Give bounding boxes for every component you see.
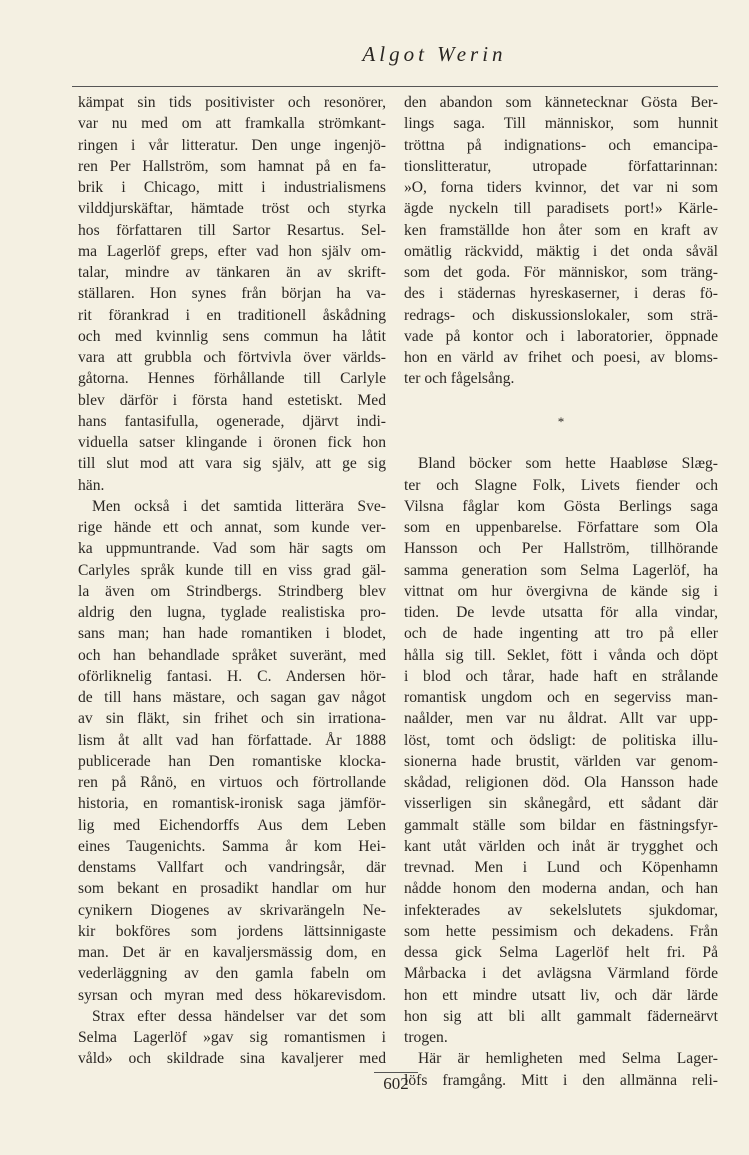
text-line: romantisk ungdom och en segerviss man-	[404, 689, 718, 706]
text-line: Bland böcker som hette Haabløse Slæg-	[418, 455, 718, 473]
text-line: vara att grubbla och förtvivla över världs-	[78, 349, 386, 366]
text-line: vilddjurskäftar, hämtade tröst och styrka	[78, 200, 386, 218]
text-line: ägde nyckeln till paradisets port!» Kärle-	[404, 200, 718, 218]
text-line: Selma Lagerlöf »gav sig romantismen i	[78, 1029, 386, 1046]
text-line: som hette pessimism och dekadens. Från	[404, 922, 718, 940]
text-line: lings saga. Till människor, som hunnit	[404, 115, 718, 133]
text-line: var nu med om att framkalla strömkant-	[78, 115, 386, 133]
left-column	[78, 92, 386, 1070]
text-line: Carlyles språk kunde till en viss grad gäl-	[78, 561, 386, 579]
text-line: brik i Chicago, mitt i industrialismens	[78, 179, 386, 196]
text-line: aldrig den lugna, tyglade realistiska pro-	[78, 604, 386, 621]
text-line: hans fantasifulla, ogenerade, djärvt indi-	[78, 412, 386, 430]
text-line: de till hans mästare, och sagan gav något	[78, 689, 386, 706]
text-line: våld» och skildrade sina kavaljerer med	[78, 1050, 386, 1068]
text-line: lig med Eichendorffs Aus dem Leben	[78, 816, 386, 834]
text-line: eines Taugenichts. Samma år kom Hei-	[78, 837, 386, 855]
text-line: ka uppmuntrande. Vad som här sagts om	[78, 540, 386, 558]
text-line: ken framställde hon åter som en kraft av	[404, 221, 718, 239]
text-line: tröttna på indignations- och emancipa-	[404, 136, 718, 154]
text-line: ren på Rånö, en virtuos och förtrollande	[78, 774, 386, 791]
text-line: vade på kontor och i laboratorier, öppnade	[404, 327, 718, 345]
page-number: 602	[374, 1072, 418, 1094]
text-line: och han behandlade språket suveränt, med	[78, 646, 386, 664]
text-line: hålla sig till. Seklet, fött i vånda och döpt	[404, 646, 718, 664]
text-line: Mårbacka i det avlägsna Värmland förde	[404, 965, 718, 983]
section-break-asterisk: *	[557, 413, 565, 429]
text-line: omätlig räckvidd, mäktig i det onda såväl	[404, 242, 718, 260]
text-line: la även om Strindbergs. Strindberg blev	[78, 582, 386, 600]
text-line: kämpat sin tids positivister och resonörer,	[78, 94, 386, 111]
text-line: sans man; han hade romantiken i blodet,	[78, 625, 386, 643]
text-line: ter och fågelsång.	[404, 370, 515, 388]
text-line: infekterades av sekelslutets sjukdomar,	[404, 901, 718, 919]
text-line: ren Per Hallström, som hamnat på en fa-	[78, 157, 386, 175]
text-line: hon sig att bli allt gammalt fäderneärvt	[404, 1007, 718, 1025]
text-line: gammalt ställe som bildar en fästningsfyr-	[404, 816, 718, 834]
text-line: nådde honom den moderna andan, och han	[404, 880, 718, 898]
text-line: ställaren. Hon synes från början ha va-	[78, 285, 386, 303]
right-column	[404, 92, 718, 1091]
text-line: sionerna hade brustit, världen var genom-	[404, 752, 718, 770]
text-line: kir bokföres som jordens lättsinnigaste	[78, 922, 386, 940]
text-line: tiden. De levde utsatta för alla vindar,	[404, 604, 718, 621]
text-line: man. Det är en kavaljersmässig dom, en	[78, 944, 386, 961]
text-line: och med kvinnlig sens commun ha låtit	[78, 327, 386, 345]
text-line: blev därför i första hand estetiskt. Med	[78, 391, 386, 409]
text-line: av sin fläkt, sin frihet och sin irrationa-	[78, 710, 386, 728]
text-line: Strax efter dessa händelser var det som	[92, 1007, 386, 1025]
text-line: och de hade ingenting att tro på eller	[404, 625, 718, 643]
text-line: den abandon som kännetecknar Gösta Ber-	[404, 94, 718, 111]
text-line: löst, tomt och ödsligt: de politiska illu-	[404, 731, 718, 749]
text-line: historia, en romantisk-ironisk saga jämför-	[78, 795, 386, 813]
text-line: Vilsna fåglar kom Gösta Berlings saga	[404, 497, 718, 515]
text-line: Men också i det samtida litterära Sve-	[92, 497, 386, 515]
text-line: redrags- och diskussionslokaler, som strä-	[404, 306, 718, 324]
text-line: lism åt allt vad han författade. År 1888	[78, 731, 386, 749]
text-line: som det goda. För människor, som träng-	[404, 264, 718, 281]
text-line: tionslitteratur, utropade författarinnan:	[404, 157, 718, 175]
text-line: Hansson och Per Hallström, tillhörande	[404, 540, 718, 558]
text-line: till slut mod att vara sig själv, att ge sig	[78, 455, 386, 473]
text-line: ringen i vår litteratur. Den unge ingenjö-	[78, 136, 386, 154]
text-line: Här är hemligheten med Selma Lager-	[418, 1050, 718, 1068]
text-line: kant utåt världen och inåt är trygghet och	[404, 837, 718, 855]
text-line: denstams Vallfart och vandringsår, där	[78, 859, 386, 876]
text-line: dessa gick Selma Lagerlöf helt fri. På	[404, 944, 718, 961]
header-rule	[72, 86, 718, 87]
text-line: samma generation som Selma Lagerlöf, ha	[404, 561, 718, 579]
text-line: viduella satser klingande i öronen fick hon	[78, 434, 386, 451]
text-line: löfs framgång. Mitt i den allmänna reli-	[404, 1071, 718, 1089]
text-line: ter och Slagne Folk, Livets fiender och	[404, 476, 718, 494]
running-title: Algot Werin	[362, 42, 507, 66]
text-line: hos författaren till Sartor Resartus. Sel-	[78, 221, 386, 239]
text-line: naålder, men var nu åldrat. Allt var upp-	[404, 710, 718, 728]
text-line: hän.	[78, 476, 105, 494]
text-line: vittnat om hur övergivna de kände sig i	[404, 582, 718, 600]
text-line: hon en värld av frihet och poesi, av bloms-	[404, 349, 718, 366]
text-line: trevnad. Men i Lund och Köpenhamn	[404, 859, 718, 876]
text-line: skådad, religionen död. Ola Hansson hade	[404, 774, 718, 791]
text-line: hon ett mindre utsatt liv, och där lärde	[404, 986, 718, 1004]
text-line: cynikern Diogenes av skrivarängeln Ne-	[78, 901, 386, 919]
text-line: ma Lagerlöf greps, efter vad hon själv om-	[78, 242, 386, 260]
text-line: oförliknelig fantasi. H. C. Andersen hör-	[78, 667, 386, 685]
text-line: som en uppenbarelse. Författare som Ola	[404, 519, 718, 536]
text-line: trogen.	[404, 1029, 448, 1046]
text-line: talar, mindre av tänkaren än av skrift-	[78, 264, 386, 281]
text-line: rit förankrad i en traditionell åskådning	[78, 306, 386, 324]
text-line: publicerade han Den romantiske klocka-	[78, 752, 386, 770]
text-line: vederläggning av den gamla fabeln om	[78, 965, 386, 983]
text-line: som bekant en prosadikt handlar om hur	[78, 880, 386, 898]
text-line: gåtorna. Hennes förhållande till Carlyle	[78, 370, 386, 388]
text-line: i blod och tårar, hade haft en strålande	[404, 667, 718, 685]
text-line: syrsan och myran med dess hökarevisdom.	[78, 986, 386, 1004]
text-line: des i städernas hyreskaserner, i deras fö-	[404, 285, 718, 303]
text-line: visserligen sin skånegård, ett sådant där	[404, 795, 718, 813]
text-line: rige hände ett och annat, som kunde ver-	[78, 519, 386, 536]
text-line: »O, forna tiders kvinnor, det var ni som	[404, 179, 718, 196]
